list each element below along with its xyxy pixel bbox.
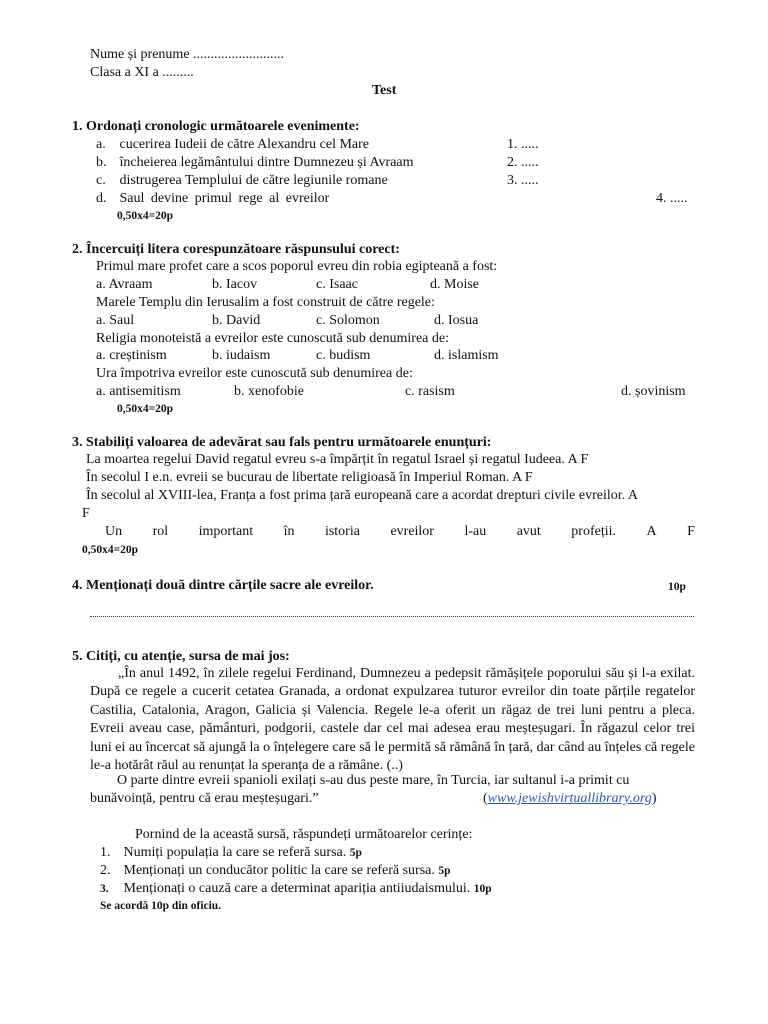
q5-task-num: 3. <box>100 883 109 895</box>
q2-option: b. xenofobie <box>234 384 304 399</box>
q2-prompt-4: Ura împotriva evreilor este cunoscută sub denumirea de: <box>96 366 413 381</box>
q2-option: b. iudaism <box>212 348 271 363</box>
q3-s4-word: profeții. <box>571 524 617 539</box>
q2-option: c. Solomon <box>316 313 380 328</box>
q1-slot-1: 1. ..... <box>507 137 539 152</box>
q1-item-text: cucerirea Iudeii de către Alexandru cel Mare <box>119 137 370 152</box>
source-paren-close: ) <box>651 791 657 806</box>
q5-task-text: Menționați o cauză care a determinat apariția antiiudaismului. <box>123 881 471 896</box>
q1-slot-4: 4. ..... <box>656 191 688 206</box>
q2-option: d. Moise <box>430 277 479 292</box>
q3-heading: 3. Stabiliți valoarea de adevărat sau fals pentru următoarele enunțuri: <box>72 435 492 450</box>
q1-item-d <box>96 190 329 208</box>
answer-dotted-line <box>90 614 694 617</box>
q1-item-text: încheierea legământului dintre Dumnezeu și Avraam <box>119 155 414 170</box>
q3-statement-1: La moartea regelui David regatul evreu s-a împărțit în regatul Israel și regatul Iudeea. A F <box>86 452 589 467</box>
q2-option: a. antisemitism <box>96 384 181 399</box>
q3-score: 0,50x4=20p <box>82 544 139 556</box>
source-paragraph-2-text: O parte dintre evreii spanioli exilați s-au dus peste mare, în Turcia, iar sultanul i-a primit cu bunăvoință, pentru că erau meșteșugari.” <box>90 773 630 807</box>
q5-heading: 5. Citiți, cu atenție, sursa de mai jos: <box>72 649 290 664</box>
q3-s4-word: F <box>687 524 695 539</box>
q2-option: d. Iosua <box>434 313 479 328</box>
q2-option: d. islamism <box>434 348 499 363</box>
q3-s4-word: în <box>283 524 295 539</box>
q3-s4-word: important <box>198 524 254 539</box>
q1-heading: 1. Ordonați cronologic următoarele evenimente: <box>72 119 360 134</box>
q2-option: c. Isaac <box>316 277 358 292</box>
q3-s4-word: A <box>646 524 657 539</box>
q5-task-num: 2. <box>100 863 111 878</box>
q3-s4-word: l-au <box>464 524 487 539</box>
q3-s4-word: rol <box>152 524 169 539</box>
q5-task-points: 5p <box>438 865 451 877</box>
class-line: Clasa a XI a ......... <box>90 65 194 80</box>
q1-slot-3: 3. ..... <box>507 173 539 188</box>
q1-item-letter: d. <box>96 191 107 206</box>
q3-s4-word: evreilor <box>390 524 434 539</box>
q5-task-3 <box>100 880 492 898</box>
q2-score: 0,50x4=20p <box>117 403 174 415</box>
q1-item-letter: a. <box>96 137 106 152</box>
q5-task-num: 1. <box>100 845 111 860</box>
q1-item-text: distrugerea Templului de către legiunile romane <box>119 173 388 188</box>
q5-footer: Se acordă 10p din oficiu. <box>100 900 222 912</box>
q1-item-b <box>96 154 414 172</box>
q3-statement-3: În secolul al XVIII-lea, Franța a fost prima țară europeană care a acordat drepturi civile evreilor. A <box>86 488 638 503</box>
q3-s4-word: istoria <box>324 524 360 539</box>
q1-item-letter: c. <box>96 173 106 188</box>
q4-heading: 4. Menționați două dintre cărțile sacre ale evreilor. <box>72 578 374 593</box>
q2-option: a. Saul <box>96 313 135 328</box>
q5-task-text: Menționați un conducător politic la care se referă sursa. <box>123 863 435 878</box>
q1-slot-2: 2. ..... <box>507 155 539 170</box>
q1-score: 0,50x4=20p <box>117 210 174 222</box>
q2-heading: 2. Încercuiți litera corespunzătoare răspunsului corect: <box>72 242 400 257</box>
q1-item-a <box>96 136 369 154</box>
q2-option: b. Iacov <box>212 277 258 292</box>
q2-prompt-1: Primul mare profet care a scos poporul evreu din robia egipteană a fost: <box>96 259 498 274</box>
q3-statement-4 <box>105 523 695 541</box>
q1-item-text: Saul devine primul rege al evreilor <box>119 191 330 206</box>
source-link[interactable]: www.jewishvirtuallibrary.org <box>487 791 652 806</box>
q5-intro: Pornind de la această sursă, răspundeți următoarelor cerințe: <box>135 827 473 842</box>
q3-s4-word: avut <box>516 524 541 539</box>
q2-option: a. Avraam <box>96 277 153 292</box>
page-title: Test <box>372 83 397 98</box>
q1-item-letter: b. <box>96 155 107 170</box>
q2-option: c. rasism <box>405 384 455 399</box>
source-citation <box>483 790 656 808</box>
q3-statement-2: În secolul I e.n. evreii se bucurau de libertate religioasă în Imperiul Roman. A F <box>86 470 533 485</box>
q5-task-text: Numiți populația la care se referă sursa. <box>123 845 347 860</box>
q2-option: c. budism <box>316 348 371 363</box>
q5-task-points: 5p <box>349 847 362 859</box>
q4-score: 10p <box>668 581 686 593</box>
name-line: Nume și prenume .......................... <box>90 47 285 62</box>
q3-s4-word: Un <box>105 524 123 539</box>
q2-option: d. șovinism <box>621 384 686 399</box>
q2-prompt-3: Religia monoteistă a evreilor este cunoscută sub denumirea de: <box>96 331 449 346</box>
q5-task-1 <box>100 844 362 862</box>
q2-prompt-2: Marele Templu din Ierusalim a fost construit de către regele: <box>96 295 435 310</box>
q5-task-points: 10p <box>473 883 492 895</box>
source-paragraph-1: „În anul 1492, în zilele regelui Ferdinand, Dumnezeu a pedepsit rămășițele poporului său și l-a exilat. După ce regele a cucerit cetatea Granada, a ordonat expulzarea tuturor evreilor din toate părțile regatelor Castilia, Catalonia, Aragon, Galicia și Valencia. Regele le-a oferit un răgaz de trei luni pentru a pleca. Evreii aveau case, pământuri, podgorii, castele dar cel mai adesea erau meșteșugari. În răgazul celor trei luni ei au încercat să ajungă la o înțelegere care să le permită să rămână în țară, dar când au înțeles că regele le-a hotărât răul au renunțat la speranța de a rămâne. (..) <box>90 666 695 774</box>
q5-task-2 <box>100 862 451 880</box>
source-paren-open: ( <box>483 791 488 806</box>
q1-item-c <box>96 172 388 190</box>
q2-option: b. David <box>212 313 261 328</box>
q2-option: a. creștinism <box>96 348 167 363</box>
q3-statement-3-cont: F <box>82 506 90 521</box>
